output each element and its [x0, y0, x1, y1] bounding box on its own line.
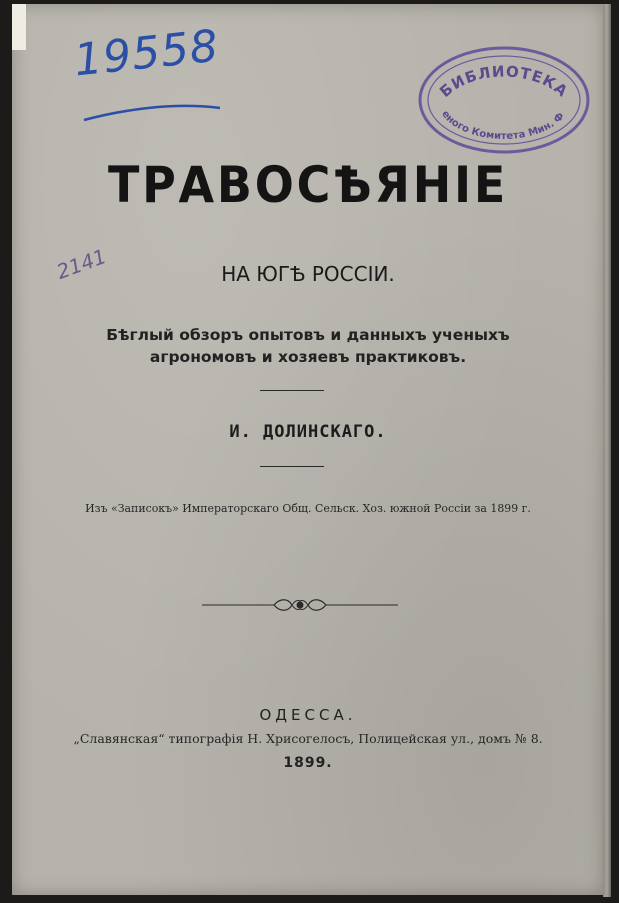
- imprint-city: ОДЕССА.: [259, 706, 357, 724]
- title-page: [12, 4, 604, 895]
- divider-rule: [260, 466, 324, 467]
- divider-rule: [260, 390, 324, 391]
- svg-text:БИБЛИОТЕКА: [436, 62, 571, 100]
- library-stamp: [416, 44, 592, 156]
- source-note: Изъ «Записокъ» Императорскаго Общ. Сельск. Хоз. южной Россіи за 1899 г.: [85, 501, 531, 515]
- decorative-ornament-icon: [202, 594, 398, 616]
- description-line-1: Бѣглый обзоръ опытовъ и данныхъ ученыхъ: [106, 326, 510, 344]
- stamp-top-text: БИБЛИОТЕКА: [436, 62, 572, 101]
- page-edge: [603, 4, 611, 897]
- book-title: ТРАВОСѢЯНІЕ: [107, 156, 509, 214]
- description: [12, 324, 604, 368]
- handwritten-underline: [82, 100, 222, 126]
- stamp-bottom-text: еного Комитета Мин. Ф: [439, 108, 567, 142]
- description-line-2: агрономовъ и хозяевъ практиковъ.: [149, 348, 467, 366]
- imprint-year: 1899.: [283, 755, 333, 771]
- paper-corner: [12, 4, 26, 50]
- imprint-printer: „Славянская“ типографія Н. Хрисогелосъ, Полицейская ул., домъ № 8.: [73, 731, 543, 746]
- author-line: И. ДОЛИНСКАГО.: [229, 422, 387, 442]
- pencil-note: 2141: [53, 244, 110, 284]
- book-subtitle: НА ЮГѢ РОССІИ.: [221, 262, 395, 286]
- svg-text:Ученого Комитета Мин. Фин.: [416, 44, 567, 142]
- handwritten-inventory-number: 19558: [71, 20, 222, 87]
